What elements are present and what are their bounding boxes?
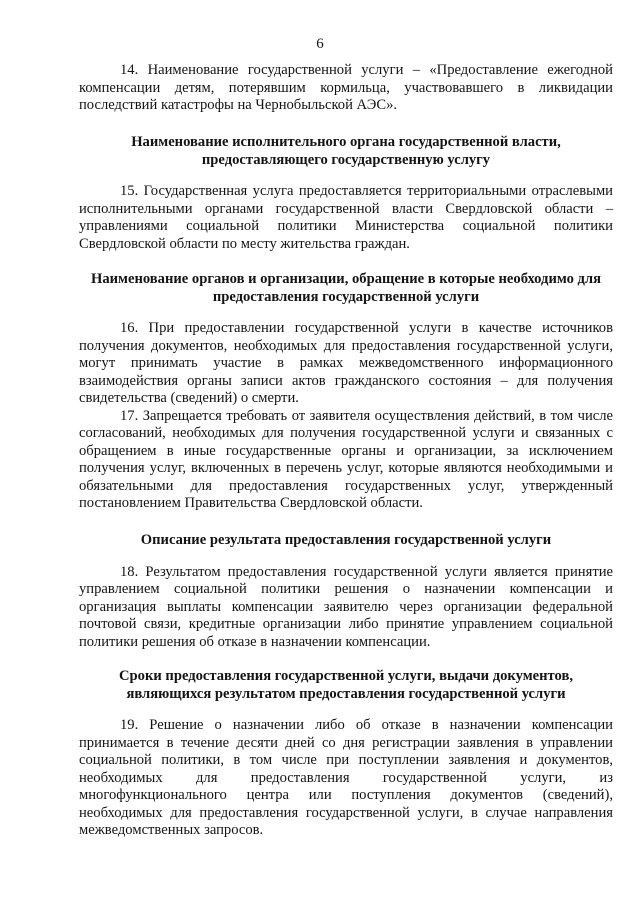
section-heading: Описание результата предоставления государственной услуги bbox=[140, 532, 552, 548]
paragraph-18: 18. Результатом предоставления государственной услуги является принятие управлением социальной политики решения о назначении компенсации и организация выплаты компенсации заявителю через организации федеральной почтовой связи, кредитные организации либо принятие управлением социальной политики решения об отказе в назначении компенсации. bbox=[79, 563, 613, 650]
section-organizations bbox=[79, 271, 613, 513]
paragraph-19: 19. Решение о назначении либо об отказе в назначении компенсации принимается в течение десяти дней со дня регистрации заявления в управлении социальной политики, в том числе при поступлении заявления и документов, необходимых для предоставления государственной услуги, из многофункционального центра или поступления документов (сведений), необходимых для предоставления государственной услуги, в случае направления межведомственных запросов. bbox=[79, 717, 613, 838]
paragraph-14: 14. Наименование государственной услуги – «Предоставление ежегодной компенсации детям, потерявшим кормильца, участвовавшего в ликвидации последствий катастрофы на Чернобыльской АЭС». bbox=[79, 62, 613, 113]
section-item-14 bbox=[79, 62, 613, 115]
section-result bbox=[79, 532, 613, 651]
paragraph-15: 15. Государственная услуга предоставляется территориальными отраслевыми исполнительными органами государственной власти Свердловской области – управлениями социальной политики Министерства социальной политики Свердловской области по месту жительства граждан. bbox=[79, 183, 613, 252]
section-heading: Наименование органов и организации, обращение в которые необходимо для предоставления государственной услуги bbox=[90, 271, 602, 305]
section-heading: Сроки предоставления государственной услуги, выдачи документов, являющихся результатом предоставления государственной услуги bbox=[119, 668, 573, 702]
section-deadlines bbox=[79, 668, 613, 840]
section-executive-body bbox=[79, 134, 613, 253]
paragraph-16: 16. При предоставлении государственной услуги в качестве источников получения документов, необходимых для предоставления государственной услуги, могут принимать участие в рамках межведомственного информационного взаимодействия органы записи актов гражданского состояния – для получения свидетельства (сведений) о смерти. bbox=[79, 320, 613, 406]
page-number: 6 bbox=[316, 36, 324, 52]
section-heading: Наименование исполнительного органа государственной власти, предоставляющего государственную услугу bbox=[131, 134, 561, 168]
paragraph-17: 17. Запрещается требовать от заявителя осуществления действий, в том числе согласований, необходимых для получения государственной услуги и связанных с обращением в иные государственные органы и организации, за исключением получения услуг, включенных в перечень услуг, которые являются необходимыми и обязательными для предоставления государственных услуг, утвержденный постановлением Правительства Свердловской области. bbox=[79, 407, 613, 511]
